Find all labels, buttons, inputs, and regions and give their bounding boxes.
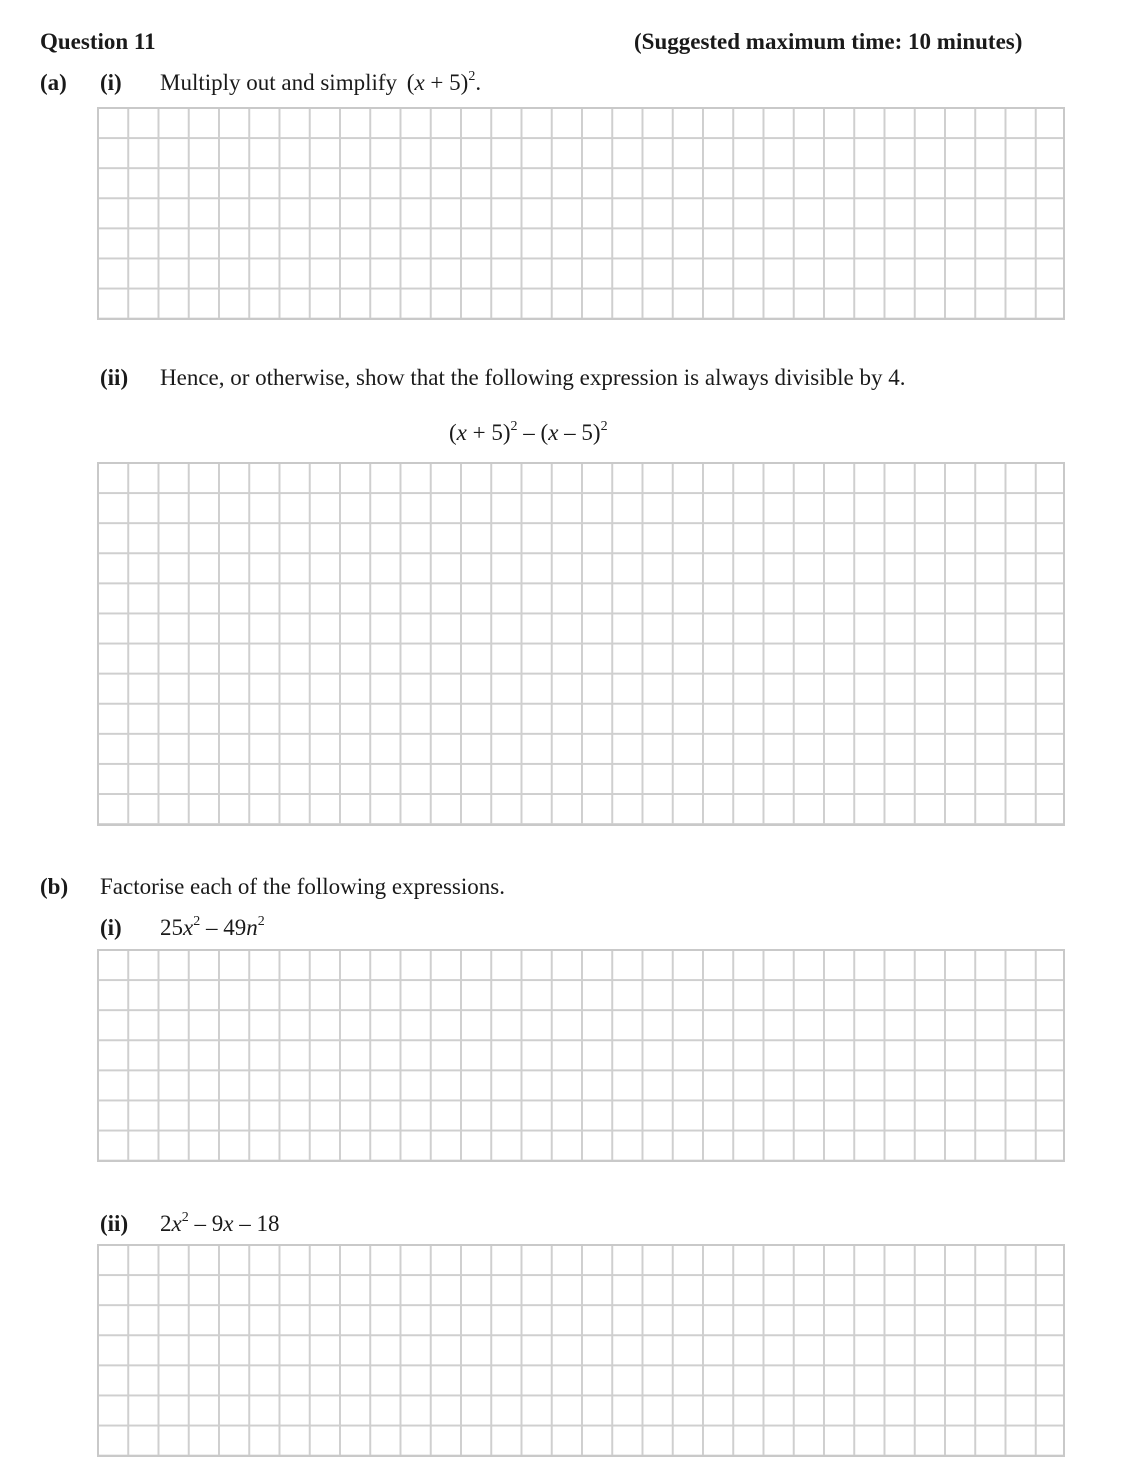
part-b-ii-label: (ii)	[100, 1211, 129, 1236]
answer-grid-b-ii[interactable]	[97, 1244, 1065, 1457]
part-a-i-instruction	[160, 69, 481, 97]
part-a-i-label: (i)	[100, 70, 122, 95]
part-b-ii-expression: $2x^2 - 9x - 18$	[160, 1210, 280, 1236]
question-title: Question 11	[40, 29, 156, 54]
answer-grid-b-i[interactable]	[97, 949, 1065, 1162]
part-a-ii-divisor: 4.	[888, 365, 906, 390]
part-a-ii-instruction	[160, 364, 905, 392]
part-b-label: (b)	[40, 874, 69, 899]
suggested-time: (Suggested maximum time: 10 minutes)	[634, 29, 1023, 54]
part-a-i-expression: $(x + 5)^2$.	[406, 69, 482, 95]
part-b-instruction: Factorise each of the following expressions.	[100, 874, 505, 899]
part-b-i-expression: $25x^2 - 49n^2$	[160, 914, 265, 940]
part-a-ii-label: (ii)	[100, 365, 129, 390]
answer-grid-a-ii[interactable]	[97, 462, 1065, 826]
part-a-ii-expression: $(x + 5)^2 - (x - 5)^2$	[449, 419, 608, 445]
part-a-ii-text: Hence, or otherwise, show that the following expression is always divisible by	[160, 365, 883, 390]
part-a-i-text: Multiply out and simplify	[160, 70, 398, 95]
part-b-i-label: (i)	[100, 915, 122, 940]
part-a-label: (a)	[40, 70, 67, 95]
answer-grid-a-i[interactable]	[97, 107, 1065, 320]
